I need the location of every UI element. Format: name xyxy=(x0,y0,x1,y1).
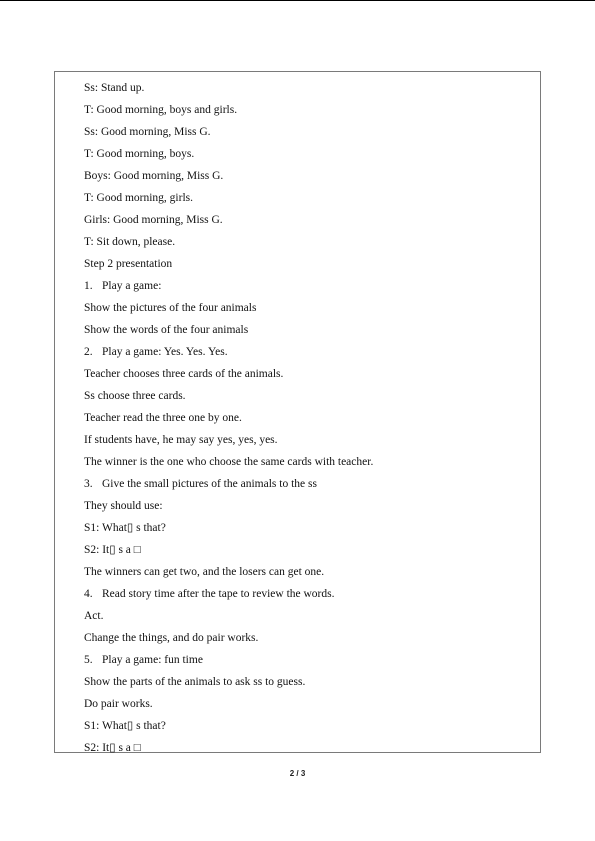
item-number: 1. xyxy=(84,280,93,292)
top-rule xyxy=(0,0,595,1)
text-line: Ss: Stand up. xyxy=(84,82,145,94)
item-text: Play a game: fun time xyxy=(102,654,203,666)
numbered-item xyxy=(84,653,203,667)
text-line: Show the words of the four animals xyxy=(84,324,249,336)
numbered-item xyxy=(84,587,334,601)
item-number: 2. xyxy=(84,346,93,358)
text-line: The winners can get two, and the losers can get one. xyxy=(84,566,325,578)
text-line: Do pair works. xyxy=(84,698,153,710)
text-line: Ss choose three cards. xyxy=(84,390,186,402)
text-line: They should use: xyxy=(84,500,163,512)
text-line: Boys: Good morning, Miss G. xyxy=(84,170,224,182)
item-number: 3. xyxy=(84,478,93,490)
text-line: Change the things, and do pair works. xyxy=(84,632,259,644)
text-line: Teacher read the three one by one. xyxy=(84,412,242,424)
numbered-item xyxy=(84,279,161,293)
section-heading: Step 2 presentation xyxy=(84,258,173,270)
text-line: The winner is the one who choose the same cards with teacher. xyxy=(84,456,374,468)
text-line: Ss: Good morning, Miss G. xyxy=(84,126,211,138)
text-line: If students have, he may say yes, yes, yes. xyxy=(84,434,278,446)
text-line: T: Good morning, boys. xyxy=(84,148,195,160)
item-text: Play a game: xyxy=(102,280,162,292)
text-line: S2: It▯ s a □ xyxy=(84,742,141,754)
text-line: Teacher chooses three cards of the animals. xyxy=(84,368,284,380)
item-text: Read story time after the tape to review the words. xyxy=(102,588,335,600)
numbered-item xyxy=(84,345,228,359)
page-number: 2 / 3 xyxy=(289,769,306,778)
item-number: 4. xyxy=(84,588,93,600)
text-line: S1: What▯ s that? xyxy=(84,720,166,732)
text-line: S2: It▯ s a □ xyxy=(84,544,141,556)
text-line: Show the pictures of the four animals xyxy=(84,302,257,314)
text-line: S1: What▯ s that? xyxy=(84,522,166,534)
text-line: Girls: Good morning, Miss G. xyxy=(84,214,223,226)
text-line: T: Good morning, girls. xyxy=(84,192,193,204)
text-line: Show the parts of the animals to ask ss to guess. xyxy=(84,676,306,688)
item-number: 5. xyxy=(84,654,93,666)
text-line: T: Sit down, please. xyxy=(84,236,176,248)
item-text: Give the small pictures of the animals to the ss xyxy=(102,478,317,490)
text-line: Act. xyxy=(84,610,104,622)
item-text: Play a game: Yes. Yes. Yes. xyxy=(102,346,228,358)
text-line: T: Good morning, boys and girls. xyxy=(84,104,238,116)
numbered-item xyxy=(84,477,317,491)
